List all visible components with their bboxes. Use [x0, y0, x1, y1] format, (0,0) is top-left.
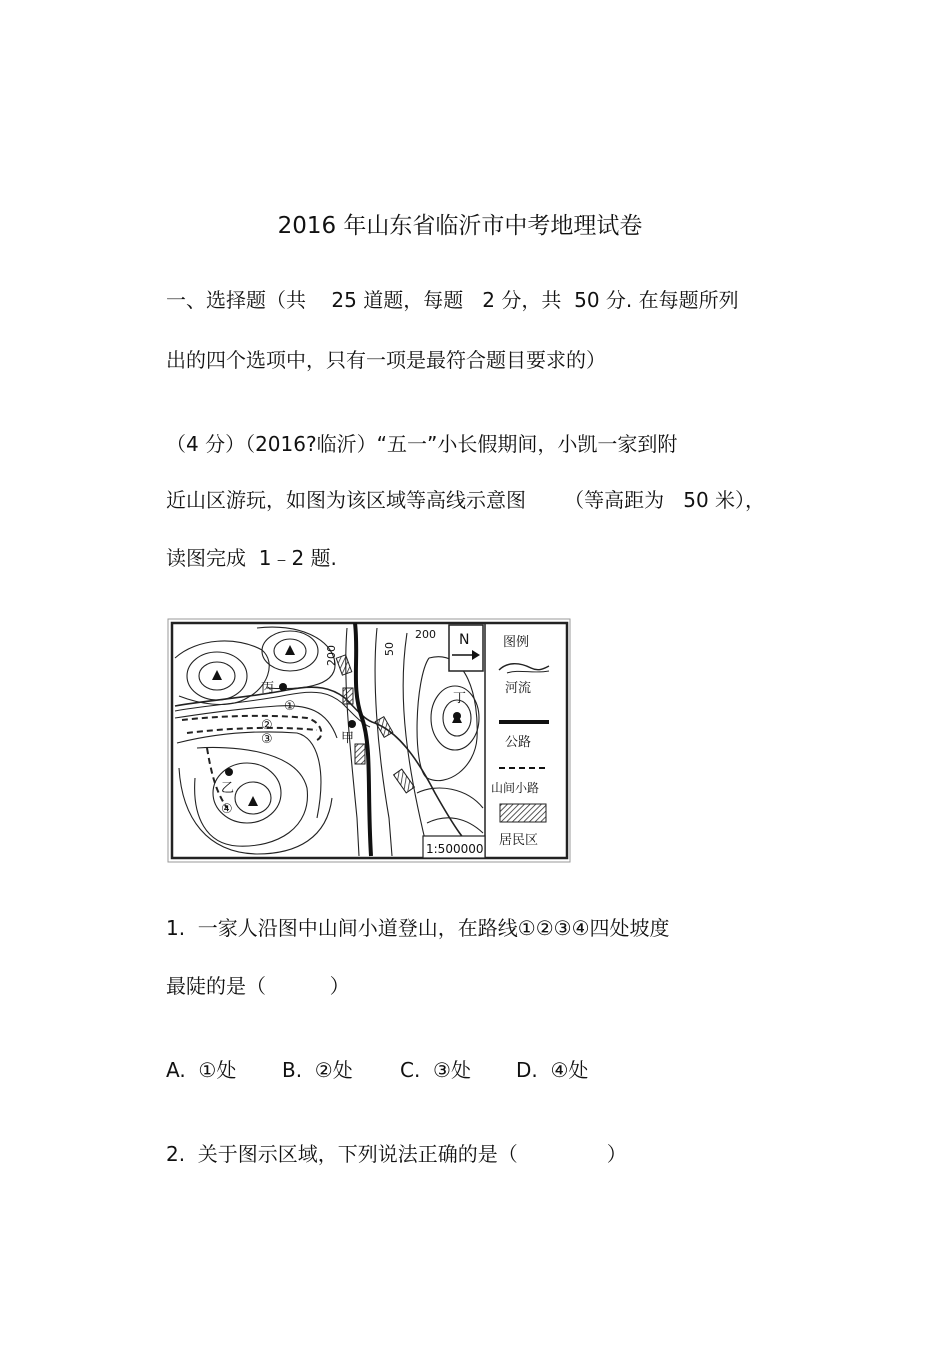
north-label: N [459, 632, 470, 648]
question-2-line-1: 2. 关于图示区域，下列说法正确的是（ ） [166, 1142, 627, 1166]
place-label-jia: 甲 [341, 731, 355, 746]
place-label-bing: 丙 [261, 681, 275, 696]
option-b[interactable]: B. ②处 [282, 1058, 353, 1082]
legend-label-path: 山间小路 [491, 781, 540, 795]
intro-line-3: 读图完成 1﹣2 题. [166, 546, 337, 570]
place-label-ding: 丁 [453, 691, 467, 706]
question-1-line-1: 1. 一家人沿图中山间小道登山，在路线①②③④四处坡度 [166, 916, 670, 940]
place-label-yi: 乙 [221, 781, 235, 796]
route-label-3: ③ [261, 732, 273, 747]
section-heading-line-2: 出的四个选项中，只有一项是最符合题目要求的） [166, 348, 606, 372]
map-scale: 1:500000 [426, 842, 484, 856]
question-1-line-2: 最陡的是（ ） [166, 974, 350, 998]
route-label-1: ① [284, 699, 296, 714]
legend-label-river: 河流 [505, 681, 532, 696]
section-heading-line-1: 一、选择题（共 25 道题，每题 2 分，共 50 分. 在每题所列 [166, 288, 739, 312]
intro-line-2: 近山区游玩，如图为该区域等高线示意图 （等高距为 50 米）， [166, 488, 766, 512]
north-arrow [449, 625, 483, 671]
option-d[interactable]: D. ④处 [516, 1058, 589, 1082]
legend-label-residential: 居民区 [499, 833, 539, 848]
legend-label-road: 公路 [505, 735, 532, 750]
contour-label-50: 50 [383, 642, 396, 656]
route-label-2: ② [261, 718, 273, 733]
page-title: 2016 年山东省临沂市中考地理试卷 [277, 213, 643, 239]
legend-title: 图例 [503, 635, 530, 650]
legend-residential-icon [500, 804, 546, 822]
intro-line-1: （4 分）（2016?临沂）“五一”小长假期间，小凯一家到附 [166, 432, 678, 456]
route-label-4: ④ [221, 802, 233, 817]
option-c[interactable]: C. ③处 [400, 1058, 471, 1082]
contour-label-200-left: 200 [325, 645, 338, 666]
option-a[interactable]: A. ①处 [166, 1058, 237, 1082]
contour-map [167, 618, 571, 863]
contour-label-200-top: 200 [415, 628, 436, 641]
